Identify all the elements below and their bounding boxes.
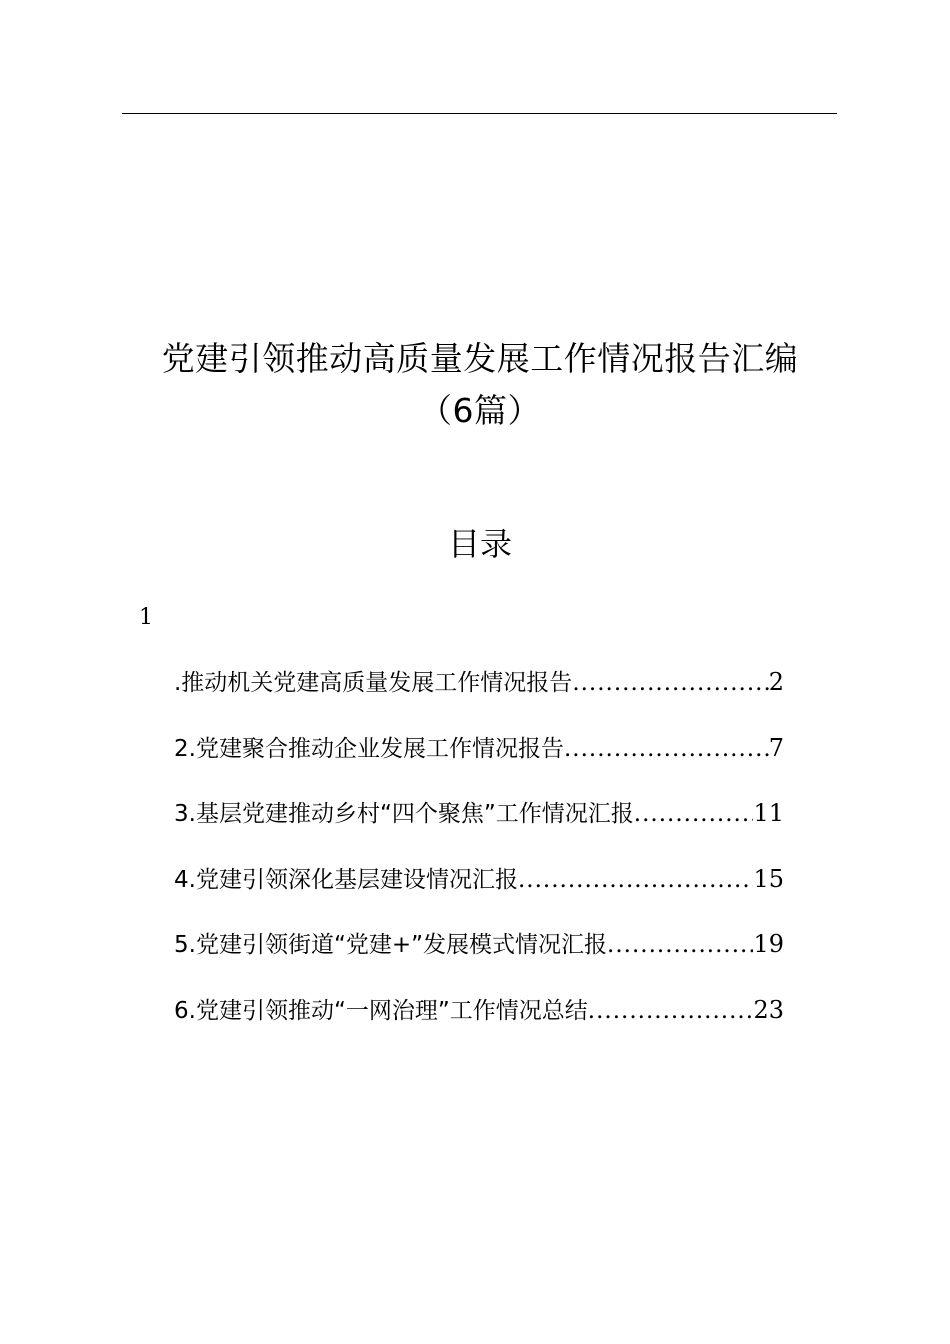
- toc-page-number: 15: [753, 864, 784, 893]
- toc-entry-5[interactable]: [174, 926, 784, 992]
- toc-dot-leader: [634, 796, 754, 832]
- toc-entry-title: .推动机关党建高质量发展工作情况报告: [174, 670, 573, 696]
- toc-dot-leader: [572, 665, 768, 701]
- toc-dot-leader: [588, 993, 754, 1029]
- toc-entry-title: 5.党建引领街道“党建+”发展模式情况汇报: [174, 932, 608, 958]
- toc-entry-title: 6.党建引领推动“一网治理”工作情况总结: [174, 997, 588, 1024]
- toc-entry-6[interactable]: [174, 992, 784, 1058]
- title-line-2: （6篇）: [419, 391, 541, 430]
- toc-entry-title: 2.党建聚合推动企业发展工作情况报告: [174, 735, 564, 762]
- toc-heading: 目录: [447, 525, 512, 563]
- toc-page-number: 23: [753, 995, 784, 1024]
- toc-entry-title: 3.基层党建推动乡村“四个聚焦”工作情况汇报: [174, 801, 634, 827]
- table-of-contents: [174, 664, 784, 1057]
- toc-dot-leader: [518, 862, 754, 898]
- toc-stray-number: 1: [139, 605, 153, 630]
- toc-page-number: 11: [753, 799, 784, 827]
- toc-entry-4[interactable]: [174, 861, 784, 927]
- toc-entry-3[interactable]: [174, 795, 784, 861]
- toc-entry-title: 4.党建引领深化基层建设情况汇报: [174, 866, 518, 893]
- toc-page-number: 19: [753, 930, 784, 958]
- toc-entry-2[interactable]: [174, 730, 784, 796]
- document-title: [100, 333, 860, 437]
- toc-page-number: 2: [768, 668, 784, 696]
- title-line-1: 党建引领推动高质量发展工作情况报告汇编: [161, 339, 799, 378]
- toc-entry-1[interactable]: [174, 664, 784, 730]
- toc-dot-leader: [564, 731, 769, 767]
- toc-dot-leader: [607, 927, 753, 963]
- toc-page-number: 7: [768, 733, 784, 762]
- header-rule: [122, 113, 837, 114]
